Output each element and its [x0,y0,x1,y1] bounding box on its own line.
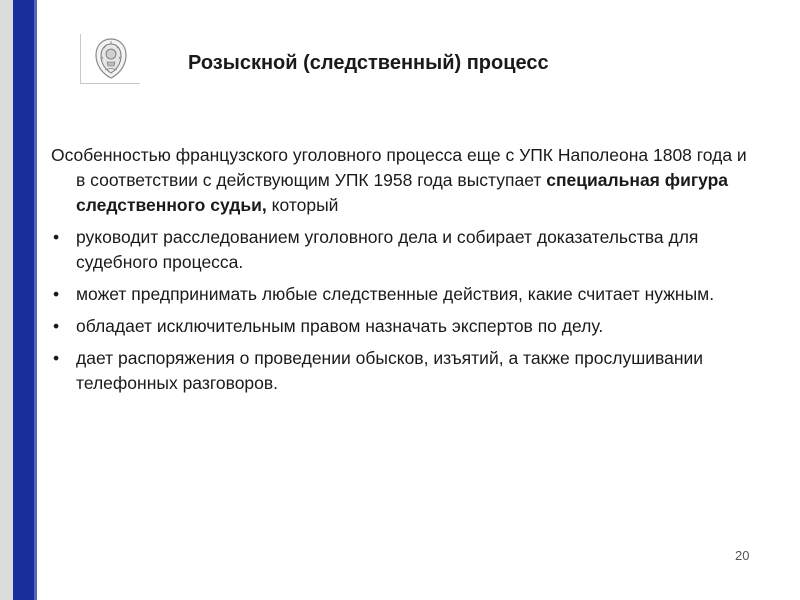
bullet-icon: • [53,316,60,336]
list-item [51,282,751,307]
bullet-list [51,225,751,396]
intro-paragraph [51,143,751,218]
logo [80,34,140,84]
intro-bold-text: специальная фигура следственного судьи, [76,170,729,215]
page-number: 20 [735,548,750,563]
bullet-text: обладает исключительным правом назначать экспертов по делу. [76,316,604,336]
slide-content [51,143,751,403]
slide-title: Розыскной (следственный) процесс [188,52,549,74]
bullet-icon: • [53,227,60,247]
intro-trailing-text: который [266,195,339,215]
bullet-icon: • [53,348,60,368]
bullet-text: руководит расследованием уголовного дела и собирает доказательства для судебного процесса. [76,227,699,272]
left-bar-thin-stripe [0,0,13,600]
bullet-icon: • [53,284,60,304]
bullet-text: дает распоряжения о проведении обысков, изъятий, а также прослушивании телефонных разговоров. [76,348,704,393]
university-emblem-icon [93,36,129,80]
intro-text: Особенностью французского уголовного процесса еще с УПК Наполеона 1808 года и в соответствии с действующим УПК 1958 года выступает [51,145,747,190]
left-decorative-bar [0,0,40,600]
list-item [51,346,751,396]
left-bar-edge-stripe [34,0,37,600]
list-item [51,314,751,339]
bullet-text: может предпринимать любые следственные действия, какие считает нужным. [76,284,715,304]
left-bar-main-stripe [13,0,34,600]
list-item [51,225,751,275]
